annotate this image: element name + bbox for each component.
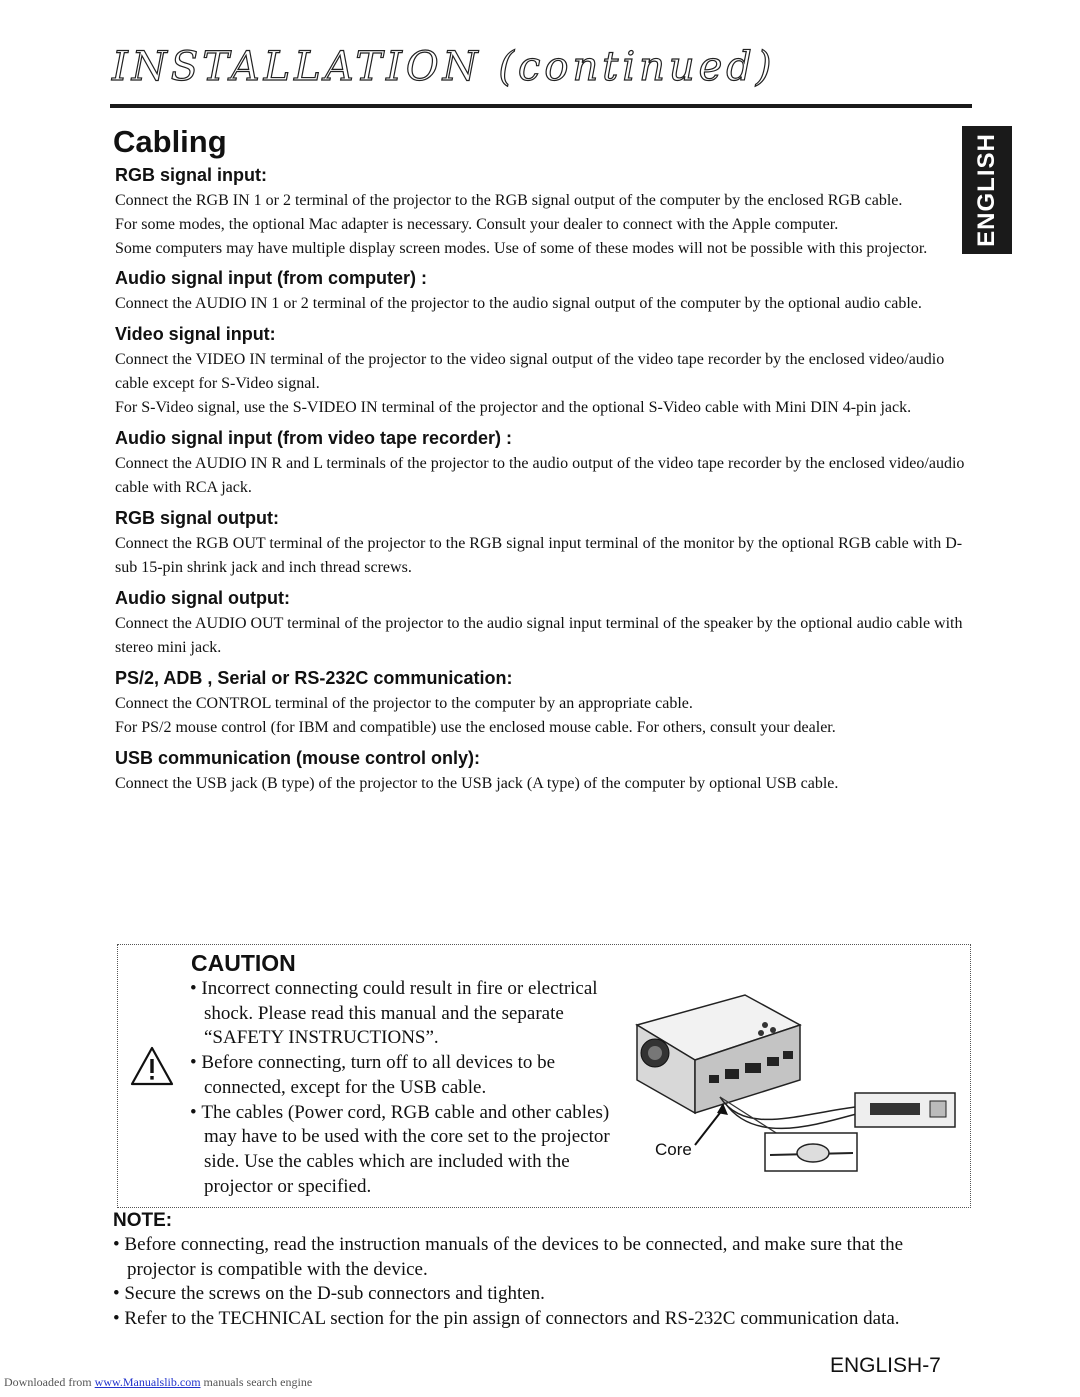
note-item: • Secure the screws on the D-sub connectors and tighten.	[113, 1282, 973, 1307]
section-video-input	[115, 324, 970, 420]
section-control-communication	[115, 668, 970, 740]
note-list	[113, 1233, 973, 1331]
caution-item: • Incorrect connecting could result in fire or electrical shock. Please read this manual and the separate “SAFETY INSTRUCTIONS”.	[190, 977, 620, 1051]
section-paragraph: Connect the RGB OUT terminal of the projector to the RGB signal input terminal of the monitor by the optional RGB cable with D-sub 15-pin shrink jack and inch thread screws.	[115, 535, 963, 576]
section-paragraph: Connect the VIDEO IN terminal of the projector to the video signal output of the video tape recorder by the enclosed video/audio cable except for S-Video signal.	[115, 351, 945, 392]
section-audio-input-vtr	[115, 428, 970, 500]
section-paragraph: Connect the USB jack (B type) of the projector to the USB jack (A type) of the computer by optional USB cable.	[115, 775, 839, 792]
footer-suffix: manuals search engine	[200, 1375, 313, 1389]
section-heading: Audio signal output:	[115, 588, 290, 608]
page-number: ENGLISH-7	[830, 1354, 941, 1377]
section-paragraph: Connect the AUDIO IN R and L terminals of the projector to the audio output of the video tape recorder by the enclosed video/audio cable with RCA jack.	[115, 455, 965, 496]
section-paragraph: Connect the CONTROL terminal of the projector to the computer by an appropriate cable.	[115, 695, 693, 712]
section-heading: Audio signal input (from video tape recorder) :	[115, 428, 513, 448]
section-paragraph: For S-Video signal, use the S-VIDEO IN terminal of the projector and the optional S-Video cable with Mini DIN 4-pin jack.	[115, 399, 912, 416]
section-usb-communication	[115, 748, 970, 796]
section-heading: RGB signal input:	[115, 165, 267, 185]
note-item: • Before connecting, read the instruction manuals of the devices to be connected, and make sure that the projector is compatible with the device.	[113, 1233, 973, 1282]
section-audio-input-computer	[115, 268, 970, 316]
section-rgb-input	[115, 165, 970, 261]
section-paragraph: Some computers may have multiple display screen modes. Use of some of these modes will not be possible with this projector.	[115, 240, 928, 257]
warning-triangle-icon	[130, 1046, 174, 1086]
section-paragraph: Connect the AUDIO IN 1 or 2 terminal of the projector to the audio signal output of the computer by the optional audio cable.	[115, 295, 922, 312]
section-audio-output	[115, 588, 970, 660]
cabling-sections	[115, 165, 970, 796]
section-paragraph: For PS/2 mouse control (for IBM and compatible) use the enclosed mouse cable. For others, consult your dealer.	[115, 719, 836, 736]
note-title: NOTE:	[113, 1210, 173, 1231]
section-heading: Video signal input:	[115, 324, 276, 344]
caution-list	[190, 977, 620, 1199]
section-paragraph: Connect the RGB IN 1 or 2 terminal of the projector to the RGB signal output of the computer by the enclosed RGB cable.	[115, 192, 903, 209]
caution-item: • Before connecting, turn off to all devices to be connected, except for the USB cable.	[190, 1051, 620, 1100]
header-title: INSTALLATION (continued)	[112, 44, 776, 90]
caution-title: CAUTION	[191, 950, 296, 976]
section-paragraph: Connect the AUDIO OUT terminal of the projector to the audio signal input terminal of the speaker by the optional audio cable with stereo mini jack.	[115, 615, 963, 656]
section-heading: PS/2, ADB , Serial or RS-232C communication:	[115, 668, 513, 688]
footer	[4, 1375, 312, 1390]
footer-prefix: Downloaded from	[4, 1375, 95, 1389]
section-heading: RGB signal output:	[115, 508, 279, 528]
header-rule	[110, 104, 972, 108]
section-heading: Audio signal input (from computer) :	[115, 268, 427, 288]
section-heading: USB communication (mouse control only):	[115, 748, 481, 768]
footer-link[interactable]: www.Manualslib.com	[94, 1375, 201, 1389]
section-rgb-output	[115, 508, 970, 580]
section-paragraph: For some modes, the optional Mac adapter is necessary. Consult your dealer to connect with the Apple computer.	[115, 216, 839, 233]
core-label: Core	[655, 1140, 692, 1159]
note-item: • Refer to the TECHNICAL section for the pin assign of connectors and RS-232C communication data.	[113, 1307, 973, 1332]
language-tab-label: ENGLISH	[973, 133, 1000, 247]
section-title: Cabling	[113, 124, 227, 159]
caution-item: • The cables (Power cord, RGB cable and other cables) may have to be used with the core set to the projector side. Use the cables which are included with the projector or specified.	[190, 1101, 620, 1200]
